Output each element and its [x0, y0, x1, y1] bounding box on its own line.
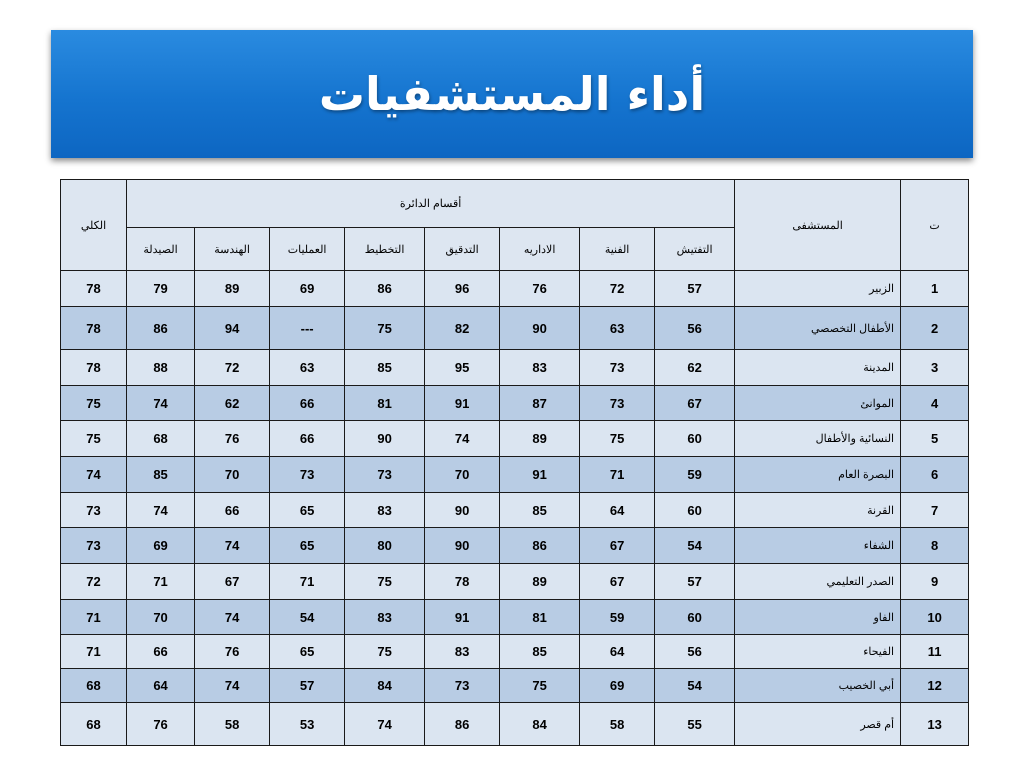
department-score: 91 — [425, 600, 500, 634]
department-score: 89 — [500, 420, 580, 456]
department-score: 78 — [425, 564, 500, 600]
department-score: 76 — [127, 703, 195, 746]
department-score: 91 — [425, 386, 500, 420]
total-score: 73 — [61, 493, 127, 527]
table-row — [61, 703, 969, 746]
department-score: 96 — [425, 271, 500, 307]
department-score: 76 — [195, 420, 270, 456]
header-department: التدقيق — [425, 228, 500, 271]
header-department: الفنية — [580, 228, 655, 271]
total-score: 75 — [61, 420, 127, 456]
department-score: 95 — [425, 349, 500, 385]
department-score: 75 — [580, 420, 655, 456]
department-score: 57 — [655, 564, 735, 600]
department-score: 85 — [500, 634, 580, 668]
department-score: 74 — [195, 527, 270, 563]
department-score: 74 — [425, 420, 500, 456]
hospital-name: الموانئ — [735, 386, 901, 420]
department-score: 66 — [270, 420, 345, 456]
department-score: 86 — [127, 307, 195, 350]
header-index: ت — [901, 180, 969, 271]
total-score: 73 — [61, 527, 127, 563]
hospital-name: الزبير — [735, 271, 901, 307]
title-banner — [51, 30, 973, 158]
table-row — [61, 457, 969, 493]
department-score: 64 — [580, 493, 655, 527]
department-score: 71 — [127, 564, 195, 600]
hospital-performance-table — [60, 179, 969, 746]
department-score: 85 — [500, 493, 580, 527]
department-score: 62 — [195, 386, 270, 420]
total-score: 71 — [61, 634, 127, 668]
hospital-name: البصرة العام — [735, 457, 901, 493]
department-score: 63 — [580, 307, 655, 350]
department-score: 75 — [345, 564, 425, 600]
department-score: 85 — [345, 349, 425, 385]
department-score: 79 — [127, 271, 195, 307]
department-score: 57 — [270, 669, 345, 703]
department-score: 64 — [127, 669, 195, 703]
header-department: الهندسة — [195, 228, 270, 271]
row-index: 11 — [901, 634, 969, 668]
total-score: 68 — [61, 703, 127, 746]
department-score: 56 — [655, 634, 735, 668]
department-score: 69 — [270, 271, 345, 307]
table-row — [61, 634, 969, 668]
department-score: 65 — [270, 634, 345, 668]
total-score: 78 — [61, 271, 127, 307]
header-department: التخطيط — [345, 228, 425, 271]
department-score: 74 — [195, 600, 270, 634]
department-score: 67 — [580, 527, 655, 563]
total-score: 78 — [61, 349, 127, 385]
department-score: 66 — [127, 634, 195, 668]
table-row — [61, 564, 969, 600]
department-score: 75 — [345, 634, 425, 668]
department-score: 73 — [425, 669, 500, 703]
department-score: 86 — [345, 271, 425, 307]
department-score: 66 — [270, 386, 345, 420]
department-score: 65 — [270, 493, 345, 527]
department-score: 65 — [270, 527, 345, 563]
table-row — [61, 527, 969, 563]
header-hospital: المستشفى — [735, 180, 901, 271]
table-row — [61, 600, 969, 634]
department-score: 73 — [270, 457, 345, 493]
department-score: 57 — [655, 271, 735, 307]
department-score: 67 — [580, 564, 655, 600]
department-score: 54 — [655, 527, 735, 563]
department-score: 86 — [500, 527, 580, 563]
department-score: 73 — [580, 386, 655, 420]
department-score: 80 — [345, 527, 425, 563]
hospital-name: النسائية والأطفال — [735, 420, 901, 456]
table-row — [61, 307, 969, 350]
department-score: 69 — [127, 527, 195, 563]
department-score: 87 — [500, 386, 580, 420]
department-score: 85 — [127, 457, 195, 493]
header-department: الصيدلة — [127, 228, 195, 271]
department-score: 59 — [580, 600, 655, 634]
header-department: التفتيش — [655, 228, 735, 271]
table-body — [61, 271, 969, 746]
department-score: 90 — [345, 420, 425, 456]
total-score: 72 — [61, 564, 127, 600]
department-score: 67 — [655, 386, 735, 420]
header-total: الكلي — [61, 180, 127, 271]
department-score: 73 — [580, 349, 655, 385]
department-score: 67 — [195, 564, 270, 600]
hospital-name: المدينة — [735, 349, 901, 385]
department-score: 60 — [655, 600, 735, 634]
department-score: 58 — [195, 703, 270, 746]
department-score: 83 — [345, 493, 425, 527]
department-score: 83 — [500, 349, 580, 385]
department-score: 88 — [127, 349, 195, 385]
total-score: 75 — [61, 386, 127, 420]
row-index: 13 — [901, 703, 969, 746]
row-index: 3 — [901, 349, 969, 385]
department-score: 89 — [195, 271, 270, 307]
department-score: 74 — [127, 493, 195, 527]
department-score: 84 — [345, 669, 425, 703]
department-score: 86 — [425, 703, 500, 746]
hospital-name: الأطفال التخصصي — [735, 307, 901, 350]
department-score: 89 — [500, 564, 580, 600]
department-score: 84 — [500, 703, 580, 746]
hospital-name: القرنة — [735, 493, 901, 527]
page-title: أداء المستشفيات — [318, 67, 706, 121]
department-score: 76 — [195, 634, 270, 668]
department-score: 70 — [425, 457, 500, 493]
hospital-name: الفاو — [735, 600, 901, 634]
department-score: 71 — [580, 457, 655, 493]
department-score: 58 — [580, 703, 655, 746]
department-score: 69 — [580, 669, 655, 703]
row-index: 5 — [901, 420, 969, 456]
department-score: 90 — [425, 527, 500, 563]
department-score: 74 — [127, 386, 195, 420]
table-row — [61, 386, 969, 420]
row-index: 9 — [901, 564, 969, 600]
department-score: 68 — [127, 420, 195, 456]
department-score: 71 — [270, 564, 345, 600]
hospital-name: أبي الخصيب — [735, 669, 901, 703]
row-index: 4 — [901, 386, 969, 420]
department-score: 76 — [500, 271, 580, 307]
department-score: 59 — [655, 457, 735, 493]
department-score: 83 — [425, 634, 500, 668]
table-row — [61, 669, 969, 703]
row-index: 10 — [901, 600, 969, 634]
department-score: 64 — [580, 634, 655, 668]
row-index: 12 — [901, 669, 969, 703]
row-index: 8 — [901, 527, 969, 563]
department-score: 70 — [127, 600, 195, 634]
department-score: 54 — [270, 600, 345, 634]
table-row — [61, 349, 969, 385]
department-score: 74 — [345, 703, 425, 746]
row-index: 1 — [901, 271, 969, 307]
department-score: 53 — [270, 703, 345, 746]
row-index: 2 — [901, 307, 969, 350]
total-score: 74 — [61, 457, 127, 493]
department-score: 90 — [500, 307, 580, 350]
department-score: 83 — [345, 600, 425, 634]
department-score: 66 — [195, 493, 270, 527]
row-index: 7 — [901, 493, 969, 527]
department-score: 55 — [655, 703, 735, 746]
department-score: 72 — [195, 349, 270, 385]
hospital-name: أم قصر — [735, 703, 901, 746]
department-score: 63 — [270, 349, 345, 385]
table-row — [61, 271, 969, 307]
department-score: 60 — [655, 493, 735, 527]
total-score: 71 — [61, 600, 127, 634]
hospital-name: الصدر التعليمي — [735, 564, 901, 600]
department-score: 60 — [655, 420, 735, 456]
header-departments-group: أقسام الدائرة — [127, 180, 735, 228]
department-score: --- — [270, 307, 345, 350]
row-index: 6 — [901, 457, 969, 493]
department-score: 75 — [345, 307, 425, 350]
department-score: 81 — [345, 386, 425, 420]
department-score: 62 — [655, 349, 735, 385]
department-score: 72 — [580, 271, 655, 307]
department-score: 75 — [500, 669, 580, 703]
table-row — [61, 420, 969, 456]
hospital-name: الشفاء — [735, 527, 901, 563]
department-score: 54 — [655, 669, 735, 703]
header-department: العمليات — [270, 228, 345, 271]
department-score: 82 — [425, 307, 500, 350]
department-score: 90 — [425, 493, 500, 527]
total-score: 68 — [61, 669, 127, 703]
department-score: 91 — [500, 457, 580, 493]
department-score: 94 — [195, 307, 270, 350]
total-score: 78 — [61, 307, 127, 350]
department-score: 70 — [195, 457, 270, 493]
department-score: 74 — [195, 669, 270, 703]
hospital-name: الفيحاء — [735, 634, 901, 668]
department-score: 73 — [345, 457, 425, 493]
table-row — [61, 493, 969, 527]
header-department: الاداريه — [500, 228, 580, 271]
department-score: 81 — [500, 600, 580, 634]
department-score: 56 — [655, 307, 735, 350]
